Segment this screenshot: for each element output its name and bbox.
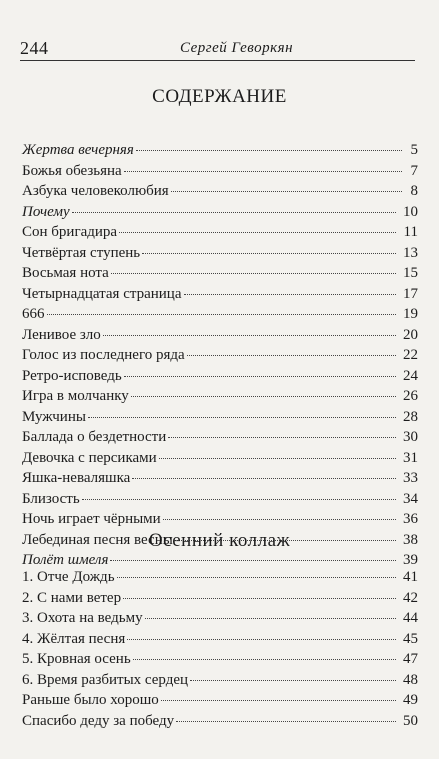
collage-title: Осенний коллаж xyxy=(148,530,291,551)
toc-entry-title: Яшка-неваляшка xyxy=(22,470,131,486)
toc-entry-page: 38 xyxy=(403,531,418,548)
dot-leader xyxy=(145,618,396,619)
contents-list xyxy=(22,140,418,571)
toc-entry-title: 6. Время разбитых сердец xyxy=(22,671,189,688)
toc-entry-title: 2. С нами ветер xyxy=(22,589,122,606)
toc-entry-page: 10 xyxy=(403,203,418,220)
toc-entry xyxy=(22,567,418,588)
dot-leader xyxy=(110,560,396,561)
dot-leader xyxy=(176,721,396,722)
toc-entry-title: Полёт шмеля xyxy=(22,552,109,568)
toc-entry xyxy=(22,468,418,489)
toc-entry xyxy=(22,711,418,732)
dot-leader xyxy=(132,478,396,479)
toc-entry-title: Голос из последнего ряда xyxy=(22,347,185,363)
toc-entry xyxy=(22,284,418,305)
toc-entry-title: 3. Охота на ведьму xyxy=(22,610,143,626)
toc-entry-page: 11 xyxy=(403,224,418,240)
toc-entry-page: 31 xyxy=(403,449,418,466)
toc-entry xyxy=(22,222,418,243)
dot-leader xyxy=(171,191,402,192)
toc-entry-page: 15 xyxy=(403,265,418,281)
toc-entry xyxy=(22,345,418,366)
toc-entry-page: 41 xyxy=(403,569,418,585)
dot-leader xyxy=(159,458,396,459)
toc-entry-page: 47 xyxy=(403,651,418,667)
toc-entry-page: 34 xyxy=(403,490,418,507)
toc-entry xyxy=(22,304,418,325)
toc-entry-page: 13 xyxy=(403,244,418,261)
dot-leader xyxy=(187,355,396,356)
toc-entry xyxy=(22,588,418,609)
toc-entry-page: 30 xyxy=(403,429,418,445)
toc-entry xyxy=(22,608,418,629)
toc-entry xyxy=(22,489,418,510)
toc-entry-page: 19 xyxy=(403,306,418,322)
toc-entry-page: 5 xyxy=(410,142,418,158)
toc-entry-title: Ленивое зло xyxy=(22,326,101,343)
toc-entry xyxy=(22,629,418,650)
toc-entry xyxy=(22,407,418,428)
dot-leader xyxy=(119,232,396,233)
toc-entry-page: 44 xyxy=(403,610,418,626)
toc-entry-page: 26 xyxy=(403,388,418,404)
toc-entry-page: 17 xyxy=(403,285,418,302)
toc-entry xyxy=(22,325,418,346)
dot-leader xyxy=(131,396,396,397)
toc-entry-page: 24 xyxy=(403,367,418,384)
toc-entry-title: Спасибо деду за победу xyxy=(22,712,175,729)
dot-leader xyxy=(190,680,396,681)
toc-entry xyxy=(22,427,418,448)
toc-entry-title: Четырнадцатая страница xyxy=(22,285,182,302)
toc-entry-title: Божья обезьяна xyxy=(22,162,122,179)
dot-leader xyxy=(88,417,396,418)
dot-leader xyxy=(123,598,396,599)
toc-entry-title: Баллада о бездетности xyxy=(22,429,167,445)
toc-entry-page: 39 xyxy=(403,552,418,568)
running-head: Сергей Геворкян xyxy=(180,40,294,56)
toc-entry xyxy=(22,649,418,670)
toc-entry-page: 45 xyxy=(403,630,418,647)
toc-entry xyxy=(22,448,418,469)
toc-entry-title: Мужчины xyxy=(22,408,86,425)
toc-entry-title: Лебединая песня весны xyxy=(22,531,173,548)
dot-leader xyxy=(161,700,396,701)
toc-entry-page: 22 xyxy=(403,347,418,363)
dot-leader xyxy=(82,499,396,500)
page-number: 244 xyxy=(20,38,49,58)
toc-entry-title: Игра в молчанку xyxy=(22,388,129,404)
dot-leader xyxy=(136,150,402,151)
toc-entry-page: 49 xyxy=(403,692,418,708)
toc-entry-page: 8 xyxy=(410,183,418,199)
toc-entry-page: 7 xyxy=(410,162,418,179)
dot-leader xyxy=(127,639,396,640)
toc-entry-title: 4. Жёлтая песня xyxy=(22,630,126,647)
toc-entry-title: 1. Отче Дождь xyxy=(22,569,115,585)
dot-leader xyxy=(168,437,396,438)
final-list xyxy=(22,690,418,731)
toc-entry xyxy=(22,690,418,711)
toc-entry-page: 33 xyxy=(403,470,418,486)
toc-entry-title: Жертва вечерняя xyxy=(22,142,134,158)
toc-entry-title: 666 xyxy=(22,306,45,322)
dot-leader xyxy=(124,171,402,172)
toc-entry xyxy=(22,670,418,691)
toc-entry-title: Близость xyxy=(22,490,80,507)
toc-entry xyxy=(22,202,418,223)
toc-entry-title: Четвёртая ступень xyxy=(22,244,141,261)
toc-entry-title: Почему xyxy=(22,203,70,220)
toc-entry-title: 5. Кровная осень xyxy=(22,651,131,667)
toc-entry-title: Ночь играет чёрными xyxy=(22,511,161,527)
toc-entry-title: Сон бригадира xyxy=(22,224,118,240)
dot-leader xyxy=(47,314,397,315)
toc-entry xyxy=(22,509,418,530)
toc-entry xyxy=(22,386,418,407)
toc-entry xyxy=(22,263,418,284)
toc-entry-page: 50 xyxy=(403,712,418,729)
toc-entry-page: 20 xyxy=(403,326,418,343)
dot-leader xyxy=(133,659,396,660)
toc-entry xyxy=(22,181,418,202)
dot-leader xyxy=(142,253,396,254)
toc-entry-title: Азбука человеколюбия xyxy=(22,183,169,199)
dot-leader xyxy=(163,519,396,520)
toc-entry xyxy=(22,140,418,161)
dot-leader xyxy=(103,335,396,336)
toc-entry-page: 48 xyxy=(403,671,418,688)
toc-entry-title: Ретро-исповедь xyxy=(22,367,122,384)
toc-entry xyxy=(22,243,418,264)
collage-list xyxy=(22,567,418,690)
dot-leader xyxy=(117,577,396,578)
dot-leader xyxy=(124,376,396,377)
dot-leader xyxy=(184,294,397,295)
toc-entry-page: 28 xyxy=(403,408,418,425)
toc-entry-page: 42 xyxy=(403,589,418,606)
header-rule xyxy=(20,60,415,61)
toc-entry xyxy=(22,366,418,387)
dot-leader xyxy=(72,212,396,213)
toc-entry-page: 36 xyxy=(403,511,418,527)
dot-leader xyxy=(111,273,396,274)
contents-title: СОДЕРЖАНИЕ xyxy=(152,86,287,107)
toc-entry-title: Восьмая нота xyxy=(22,265,109,281)
toc-entry xyxy=(22,161,418,182)
toc-entry-title: Девочка с персиками xyxy=(22,449,157,466)
toc-entry-title: Раньше было хорошо xyxy=(22,692,159,708)
